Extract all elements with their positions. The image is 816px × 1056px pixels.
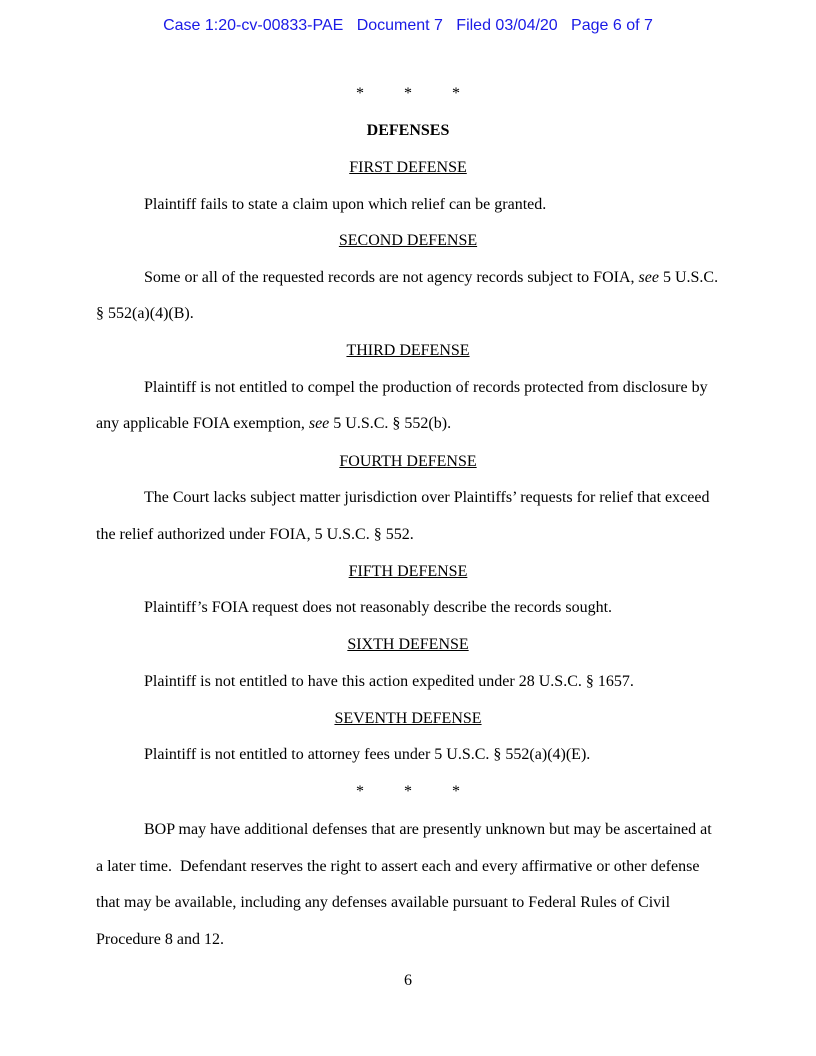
defenses-title: DEFENSES [366,122,450,139]
sixth-defense-text: Plaintiff is not entitled to have this action expedited under 28 U.S.C. § 1657. [144,673,634,690]
page-count: Page 6 of 7 [571,17,653,34]
star: * [452,783,460,800]
fifth-defense-text: Plaintiff’s FOIA request does not reasonably describe the records sought. [144,599,613,616]
seventh-defense-heading: SEVENTH DEFENSE [334,710,482,727]
second-defense-heading: SECOND DEFENSE [338,232,478,249]
star: * [404,783,412,800]
seventh-defense-text: Plaintiff is not entitled to attorney fees under 5 U.S.C. § 552(a)(4)(E). [144,746,591,763]
first-defense-text: Plaintiff fails to state a claim upon which relief can be granted. [144,196,547,213]
filed-date: Filed 03/04/20 [456,17,558,34]
star: * [404,85,412,102]
fourth-defense-text-2: the relief authorized under FOIA, 5 U.S.C. § 552. [96,526,414,543]
fourth-defense-heading: FOURTH DEFENSE [339,453,477,470]
document-number: Document 7 [356,17,443,34]
star: * [356,85,364,102]
first-defense-heading: FIRST DEFENSE [349,159,467,176]
sixth-defense-heading: SIXTH DEFENSE [347,636,469,653]
third-defense-heading: THIRD DEFENSE [346,342,470,359]
closing-text-1: BOP may have additional defenses that are presently unknown but may be ascertained at [144,821,712,838]
case-number: Case 1:20-cv-00833-PAE [163,17,344,34]
separator-stars-top [0,84,816,104]
closing-text-3: that may be available, including any defenses available pursuant to Federal Rules of Civil [96,894,671,911]
page-number: 6 [404,972,412,989]
fifth-defense-heading: FIFTH DEFENSE [348,563,468,580]
ecf-header [0,17,816,35]
closing-text-4: Procedure 8 and 12. [96,931,224,948]
third-defense-text-2: any applicable FOIA exemption, see 5 U.S.C. § 552(b). [96,415,452,432]
second-defense-text-1: Some or all of the requested records are not agency records subject to FOIA, see 5 U.S.C. [144,269,719,286]
third-defense-text-1: Plaintiff is not entitled to compel the production of records protected from disclosure by [144,379,708,396]
fourth-defense-text-1: The Court lacks subject matter jurisdiction over Plaintiffs’ requests for relief that exceed [144,489,710,506]
separator-stars-bottom [0,782,816,802]
star: * [356,783,364,800]
closing-text-2: a later time. Defendant reserves the right to assert each and every affirmative or other defense [96,858,700,875]
second-defense-text-2: § 552(a)(4)(B). [96,305,194,322]
star: * [452,85,460,102]
